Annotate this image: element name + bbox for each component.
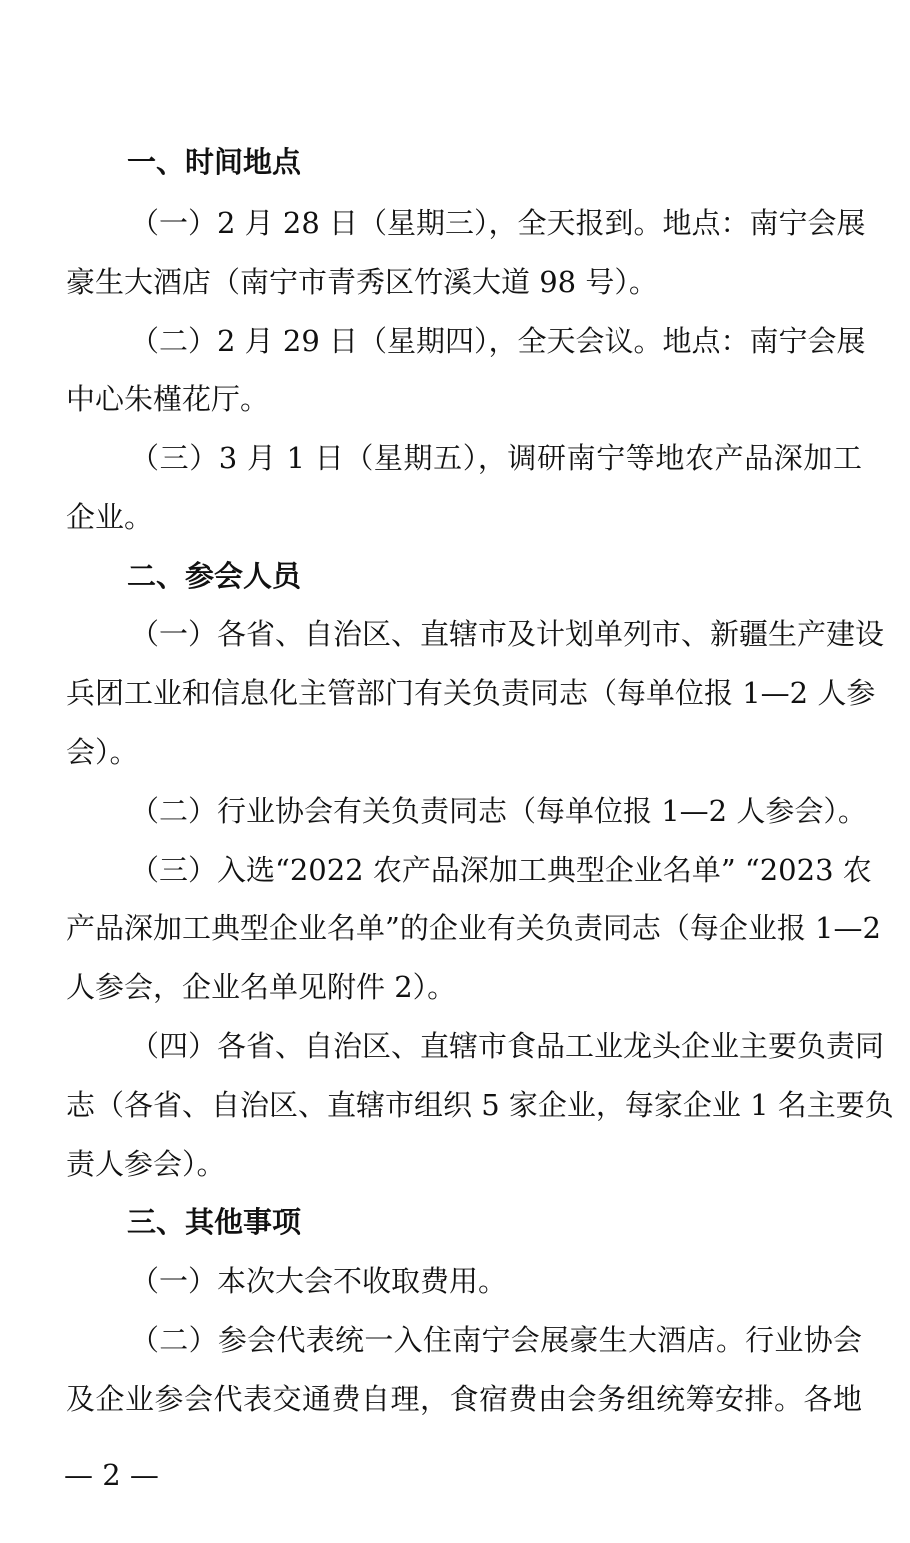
paragraph-line: （一）本次大会不收取费用。 (130, 1264, 508, 1298)
paragraph-line: （一）各省、自治区、直辖市及计划单列市、新疆生产建设 (130, 617, 885, 651)
paragraph-line: （一）2 月 28 日（星期三），全天报到。地点：南宁会展 (130, 206, 866, 240)
section-heading-other-matters: 三、其他事项 (127, 1205, 302, 1239)
paragraph-line: （三）3 月 1 日（星期五），调研南宁等地农产品深加工 (130, 441, 862, 475)
paragraph-line: 责人参会）。 (66, 1147, 226, 1181)
page-number: — 2 — (64, 1458, 159, 1492)
paragraph-line: 企业。 (66, 500, 154, 534)
paragraph-line: 会）。 (66, 735, 139, 769)
paragraph-line: 及企业参会代表交通费自理，食宿费由会务组统筹安排。各地 (66, 1382, 862, 1416)
paragraph-line: 豪生大酒店（南宁市青秀区竹溪大道 98 号）。 (66, 265, 658, 299)
paragraph-line: （四）各省、自治区、直辖市食品工业龙头企业主要负责同 (130, 1029, 885, 1063)
paragraph-line: 兵团工业和信息化主管部门有关负责同志（每单位报 1—2 人参 (66, 676, 876, 710)
paragraph-line: （三）入选“2022 农产品深加工典型企业名单” “2023 农 (130, 853, 872, 887)
paragraph-line: 志（各省、自治区、直辖市组织 5 家企业，每家企业 1 名主要负 (66, 1088, 894, 1122)
paragraph-line: 人参会，企业名单见附件 2）。 (66, 970, 457, 1004)
section-heading-time-place: 一、时间地点 (127, 145, 302, 179)
section-heading-participants: 二、参会人员 (127, 559, 302, 593)
paragraph-line: 产品深加工典型企业名单”的企业有关负责同志（每企业报 1—2 (66, 911, 881, 945)
paragraph-line: （二）参会代表统一入住南宁会展豪生大酒店。行业协会 (130, 1323, 862, 1357)
paragraph-line: 中心朱槿花厅。 (66, 382, 270, 416)
paragraph-line: （二）行业协会有关负责同志（每单位报 1—2 人参会）。 (130, 794, 867, 828)
paragraph-line: （二）2 月 29 日（星期四），全天会议。地点：南宁会展 (130, 324, 866, 358)
